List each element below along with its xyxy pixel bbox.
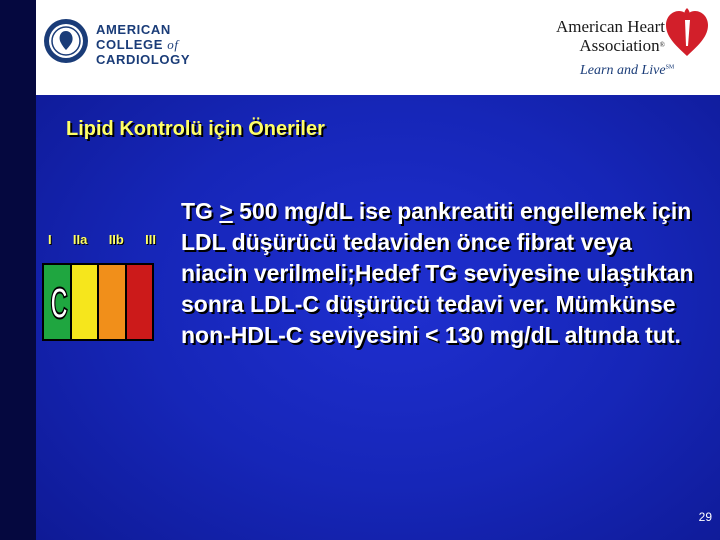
acc-seal-icon <box>43 18 89 64</box>
class-iia-segment <box>72 265 100 339</box>
class-label-iii: III <box>145 232 156 247</box>
page-number: 29 <box>698 510 712 524</box>
class-iib-segment <box>99 265 127 339</box>
acc-line-1: AMERICAN <box>96 22 171 37</box>
left-sidebar-strip <box>0 0 36 540</box>
class-label-i: I <box>48 232 52 247</box>
recommendation-text-start: TG <box>181 198 220 224</box>
aha-line-1: American Heart <box>555 17 665 36</box>
aha-registered-mark: ® <box>659 41 665 49</box>
recommendation-text-rest: 500 mg/dL ise pankreatiti engellemek için LDL düşürücü tedaviden önce fibrat veya niacin verilmeli;Hedef TG seviyesine ulaştıktan sonra LDL-C düşürücü tedavi ver. Mümkünse non-HDL-C seviyesini < 130 mg/dL altında tut. <box>181 198 694 348</box>
aha-tagline-text: Learn and Live <box>580 63 666 78</box>
aha-line-2 <box>556 36 665 55</box>
aha-tagline <box>580 63 674 79</box>
aha-heart-torch-icon <box>664 6 710 58</box>
recommendation-text <box>181 196 701 351</box>
acc-line-2-of: of <box>167 37 179 52</box>
acc-line-2 <box>96 37 190 52</box>
greater-or-equal-symbol: > <box>219 198 233 224</box>
slide-title: Lipid Kontrolü için Öneriler <box>66 118 325 140</box>
aha-tagline-sm: SM <box>665 64 675 71</box>
class-label-iib: IIb <box>108 232 124 247</box>
acc-line-3: CARDIOLOGY <box>96 52 191 67</box>
class-label-iia: IIa <box>72 232 88 247</box>
class-iii-segment <box>127 265 153 339</box>
recommendation-class-labels <box>48 232 156 247</box>
acc-logo-text <box>96 22 190 67</box>
aha-line-2-text: Association <box>579 36 660 55</box>
level-of-evidence-badge: C <box>50 279 68 328</box>
acc-line-2-college: COLLEGE <box>96 37 168 52</box>
aha-logo-text <box>556 17 665 55</box>
